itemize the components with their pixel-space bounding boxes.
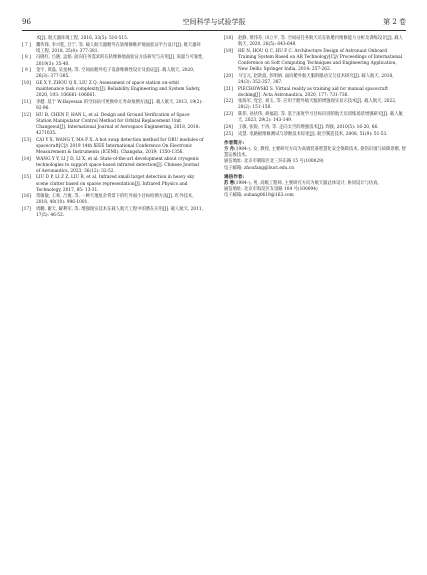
reference-number: [12]: [22, 112, 31, 118]
reference-text: HE N, HOU Q C, HU F C. Architecture Design of Astronaut Onboard Training System Based on AR Technology[C]// Proceedings of International Conference on Soft Computing Techniques and Engineering Application, New Delhi: Springer India, 2014: 257-262.: [238, 48, 403, 73]
reference-number: [ 9 ]: [22, 68, 31, 74]
author-address: 通信地址: 北京市朝阳区北三环东路 15 号(100029): [224, 159, 324, 165]
reference-text: CAI Y X, WANG T, MA P X. A hot swap detection method for ORU modules of spacecraft[C]// 2019 14th IEEE International Conference On Electronic Measurement & Instruments (ICEMI). Changsha, 2019: 1350-1356.: [36, 137, 204, 155]
reference-text: 冯晓红, 吕晓, 孟娟. 面向任务需求的在轨维修地面验证方法研究与应用[J]. 质量与可靠性, 2019(3): 35-40.: [36, 55, 204, 67]
reference-item: [22, 81, 204, 99]
author-address: 通信地址: 北京市海淀区友谊路 104 号(100094): [224, 187, 318, 193]
reference-number: [19]: [224, 48, 233, 54]
reference-text: 张海军, 党宏, 刘玉, 等. 应用于舱外航天服的增强现实显示技术[J]. 载人航天, 2022, 28(2): 151-158.: [238, 99, 397, 111]
page-number: 96: [22, 18, 31, 26]
reference-item: [224, 112, 406, 124]
reference-item: [22, 175, 204, 193]
reference-item: [22, 36, 204, 42]
corresponding-author-title: 通信作者:: [224, 174, 245, 180]
reference-number: [17]: [22, 207, 31, 213]
reference-text: 金宇, 黄磊, 吴星林, 等. 空间站舱外电子设备维修性设计及验证[J]. 载人航天, 2020, 26(3): 377-385.: [36, 68, 195, 80]
author-description: (1984–), 男, 高级工程师, 主要研究方向为航天器总体设计, 协同设计与仿真。: [234, 181, 382, 187]
reference-text: 赵静, 黄伟芬, 田立平, 等. 空间站任务航天员在轨舱内维修能力分析及训练设计[J]. 载人航天, 2020, 26(5): 643-648.: [238, 36, 403, 48]
reference-text: 术[J]. 航天器环境工程, 2016, 33(5): 510-515.: [36, 36, 129, 41]
reference-number: [23]: [224, 112, 233, 118]
reference-text: 魏传锋, 李兴乾, 吕宁, 等. 载人航天器舱外在轨维修维护地面验证平台设计[J]. 航天器环境工程, 2018, 35(4): 377-381.: [36, 42, 201, 54]
reference-number: [13]: [22, 137, 31, 143]
reference-item: [224, 132, 406, 138]
reference-number: [25]: [224, 131, 233, 137]
journal-title: 空间科学与试验学报: [182, 18, 246, 26]
reference-item: [22, 55, 204, 67]
reference-number: [15]: [22, 175, 31, 181]
reference-item: [22, 68, 204, 80]
reference-number: [16]: [22, 194, 31, 200]
reference-item: [22, 113, 204, 137]
reference-number: [20]: [224, 73, 233, 79]
author-name: 方 舟: [224, 147, 235, 153]
reference-item: [224, 49, 406, 73]
author-section-title: 作者简介:: [224, 140, 245, 146]
reference-item: [22, 43, 204, 55]
author-bio: [224, 147, 406, 159]
author-email: 电子邮箱: suhang0618@163.com: [224, 193, 294, 199]
reference-text: 周鹏, 谢天, 解利军, 等. 增强现实技术在载人航天工程中的潜在应用[J]. 载人航天, 2011, 17(5): 46-52.: [36, 207, 203, 219]
reference-item: [224, 99, 406, 111]
reference-text: 史慧. 电路板维修测试与诊断技术综述[J]. 航空制造技术, 2008, 51(9): 51-53.: [238, 131, 388, 137]
reference-number: [14]: [22, 156, 31, 162]
reference-item: [224, 87, 406, 99]
author-email: 电子邮箱: zhoufang@buct.edu.cn: [224, 165, 294, 171]
reference-text: WANG Y Y, LI J D, LI X, et al. State-of-the-art development about cryogenic technologies to support space-based infrared detection[J]. Chinese Journal of Aeronautics, 2023, 36(12): 32-52.: [36, 156, 200, 174]
reference-item: [224, 125, 406, 131]
reference-number: [24]: [224, 124, 233, 130]
reference-number: [ 7 ]: [22, 42, 31, 48]
reference-item: [22, 157, 204, 175]
page-header: [22, 16, 406, 28]
reference-text: 王敏, 张锐, 于涛, 等. 走向太空的增强技术[J]. 焊接, 2010(5): 16-20, 66.: [238, 124, 379, 130]
reference-item: [22, 207, 204, 219]
reference-text: 陈伟, 孙伏伟, 胡福超, 等. 基于深度学习目标识别的航天员训练场景增强研究[J]. 载人航天, 2023, 29(2): 143-149.: [238, 112, 403, 124]
reference-text: GE X Y, ZHOU Q X, LIU Z Q. Assessment of space station on-orbit maintenance task complexity[J]. Reliability Engineering and System Safety, 2020, 193: 106661-106661.: [36, 81, 201, 99]
header-rule: [22, 30, 406, 31]
right-column: [224, 36, 406, 200]
reference-text: 常敏敏, 王爽, 吕俊, 等. 一种天地复杂背景下的红外弱小目标检测方法[J]. 红外技术, 2018, 40(10): 996-1001.: [36, 194, 194, 206]
volume-label: 第 2 卷: [383, 18, 406, 26]
reference-number: [10]: [22, 81, 31, 87]
reference-number: [21]: [224, 86, 233, 92]
author-description: (1984–), 女, 教授, 主要研究方向为高端装备智慧化安全保障技术, 损伤识别与故障诊断, 智慧运维技术。: [224, 147, 406, 159]
reference-text: LIU D P, LI Z Z, LIU B, et al. Infrared small target detection in heavy sky scene clutter based on sparse representation[J]. Infrared Physics and Technology, 2017, 85: 13-31.: [36, 175, 195, 193]
reference-item: [224, 74, 406, 86]
author-name: 苏 寒: [224, 181, 235, 187]
reference-item: [22, 100, 204, 112]
reference-text: 马宝元, 赵歆波, 彭明炳. 面向舱外航天服的眼动交互技术研究[J]. 载人航天, 2018, 24(3): 352-357, 387.: [238, 73, 394, 85]
reference-text: PIECHOWSKI S. Virtual reality as training aid for manual spacecraft docking[J]. Acta Astronautica, 2020, 177: 731-736.: [238, 86, 388, 98]
reference-number: [22]: [224, 99, 233, 105]
reference-number: [11]: [22, 99, 31, 105]
reference-item: [22, 138, 204, 156]
reference-item: [224, 36, 406, 48]
reference-text: HU B, CHEN F, HAN L, et al. Design and Ground Verification of Space Station Manipulator Control Method for Orbital Replacement Unit Changeout[J]. International Journal of Aerospace Engineering, 2018, 2018: 4271035.: [36, 112, 200, 136]
reference-text: 李健. 基于 W-Bayesian 的空间站可更换单元寿命预测方法[J]. 载人航天, 2013, 19(2): 92-96.: [36, 99, 203, 111]
reference-number: [ 8 ]: [22, 55, 31, 61]
reference-number: [18]: [224, 36, 233, 41]
left-column: [22, 36, 204, 220]
reference-item: [22, 194, 204, 206]
